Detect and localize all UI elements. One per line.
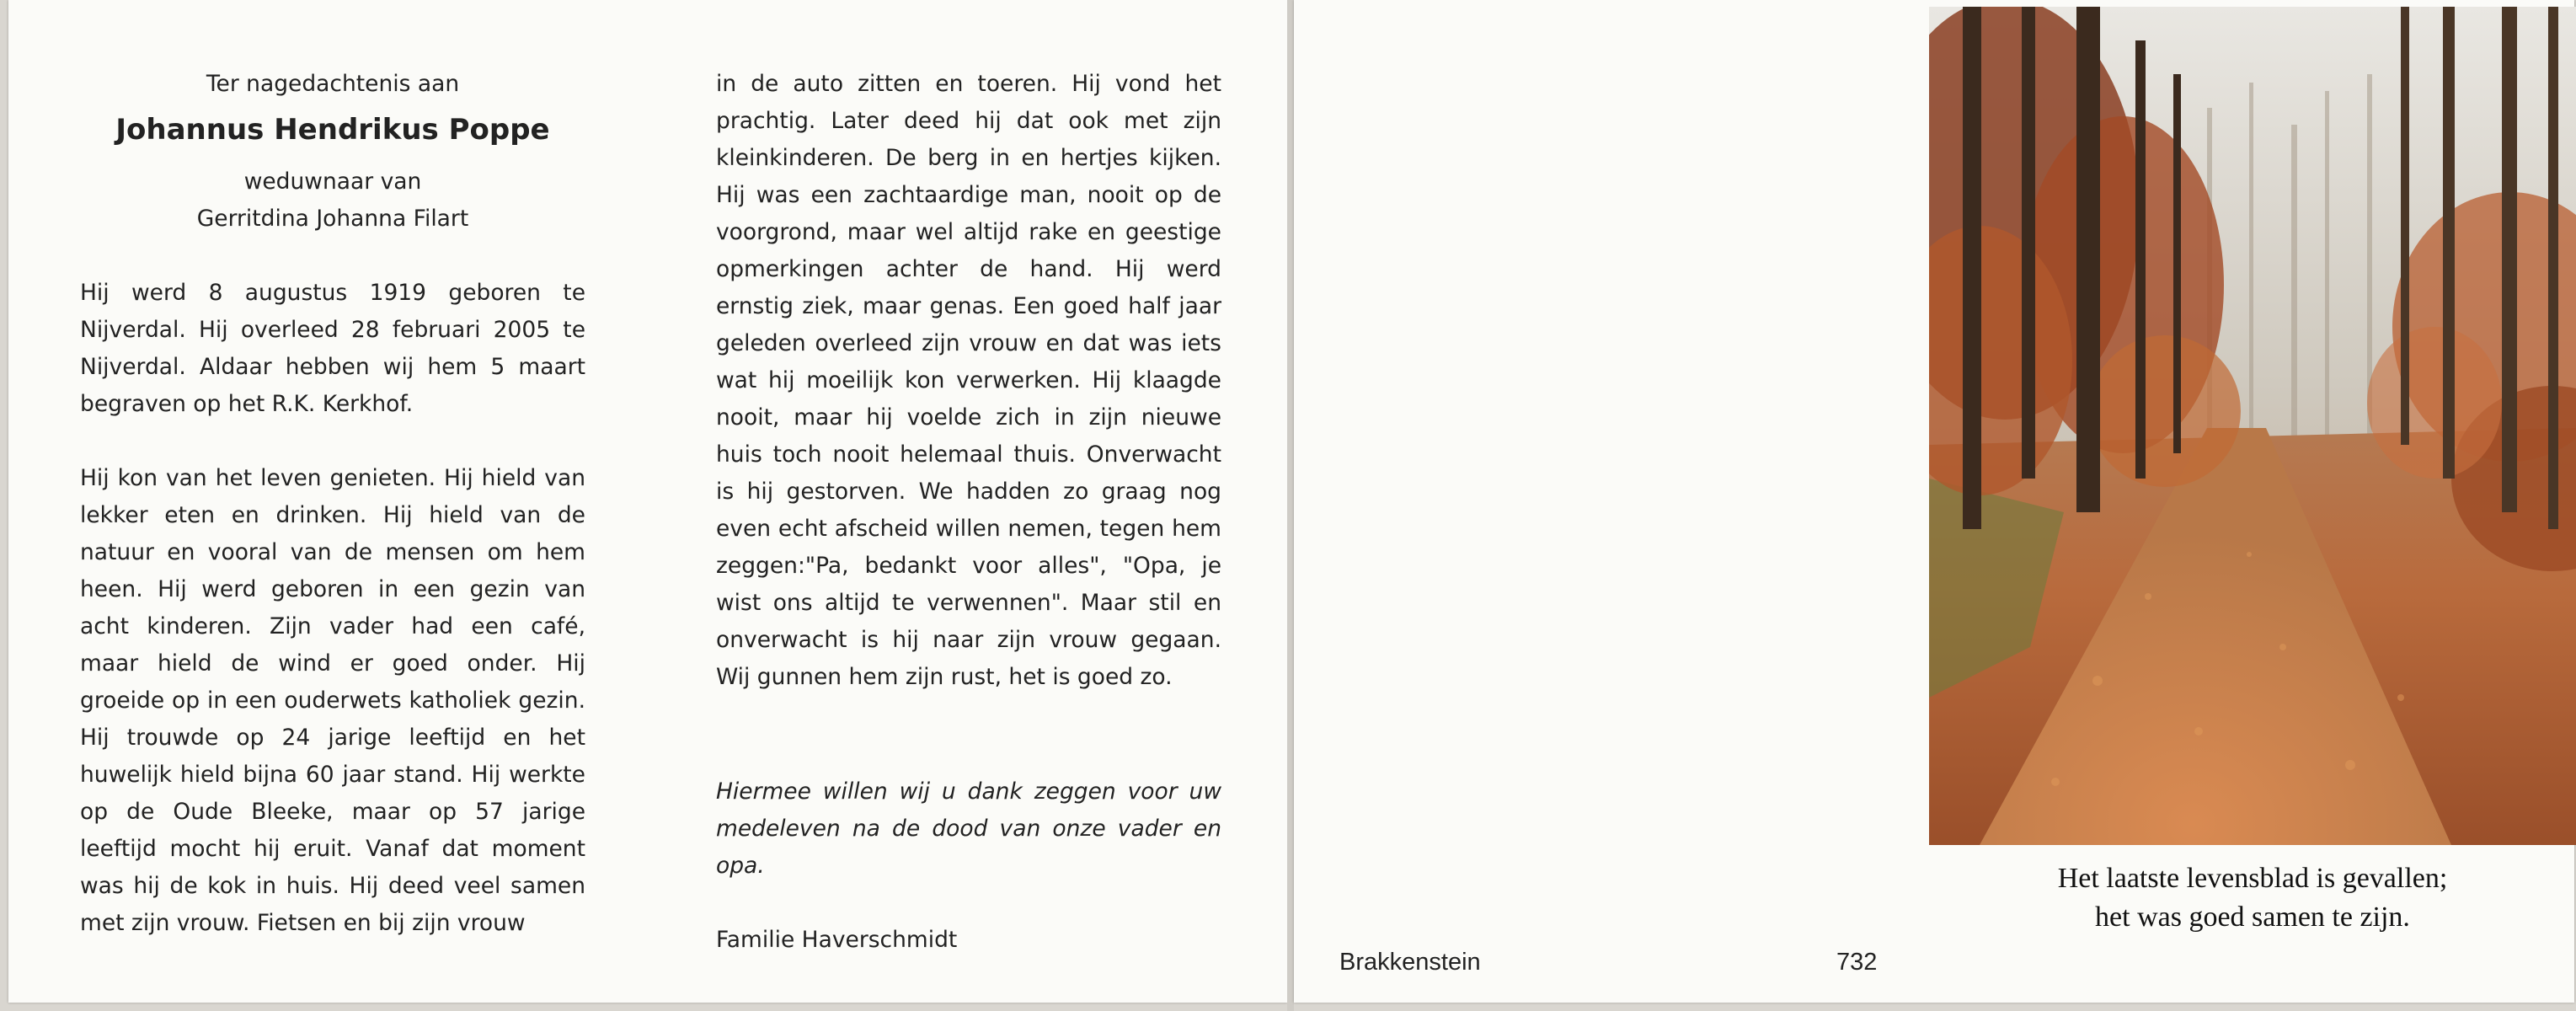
family-signature: Familie Haverschmidt xyxy=(716,927,958,953)
text-column-right xyxy=(716,66,1221,959)
biography-paragraph: Hij kon van het leven genieten. Hij hield van lekker eten en drinken. Hij hield van de natuur en vooral van de mensen om hem heen. Hij werd geboren in een gezin van acht kinderen. Zijn vader had een café, maar hield de wind er goed onder. Hij groeide op in een ouderwets katholiek gezin. Hij trouwde op 24 jarige leeftijd en het huwelijk hield bijna 60 jaar stand. Hij werkte op de Oude Bleeke, maar op 57 jarige leeftijd mocht hij eruit. Vanaf dat moment was hij de kok in huis. Hij deed veel samen met zijn vrouw. Fietsen en bij zijn vrouw xyxy=(80,465,585,936)
deceased-name: Johannus Hendrikus Poppe xyxy=(115,113,550,147)
publisher-name: Brakkenstein xyxy=(1339,949,1481,976)
caption-line-2: het was goed samen te zijn. xyxy=(2095,901,2410,933)
relation-line-2: Gerritdina Johanna Filart xyxy=(196,206,469,232)
autumn-forest-path-photo xyxy=(1929,7,2576,845)
card-fold xyxy=(1287,0,1294,1011)
biography-continued-paragraph: in de auto zitten en toeren. Hij vond het prachtig. Later deed hij dat ook met zijn kleinkinderen. De berg in en hertjes kijken. Hij was een zachtaardige man, nooit op de voorgrond, maar wel altijd rake en geestige opmerkingen achter de hand. Hij werd ernstig ziek, maar genas. Een goed half jaar geleden overleed zijn vrouw en dat was iets wat hij moeilijk kon verwerken. Hij klaagde nooit, maar hij voelde zich in zijn nieuwe huis toch nooit helemaal thuis. Onverwacht is hij gestorven. We hadden zo graag nog even echt afscheid willen nemen, tegen hem zeggen:"Pa, bedankt voor alles", "Opa, je wist ons altijd te verwennen". Maar stil en onverwacht is hij naar zijn vrouw gegaan. Wij gunnen hem zijn rust, het is goed zo. xyxy=(716,71,1221,690)
relation-line-1: weduwnaar van xyxy=(243,168,422,195)
photo-caption xyxy=(1929,859,2576,937)
thanks-paragraph: Hiermee willen wij u dank zeggen voor uw medeleven na de dood van onze vader en opa. xyxy=(716,778,1221,879)
caption-line-1: Het laatste levensblad is gevallen; xyxy=(2057,863,2448,894)
life-dates-paragraph: Hij werd 8 augustus 1919 geboren te Nijverdal. Hij overleed 28 februari 2005 te Nijverdal. Aldaar hebben wij hem 5 maart begraven op het R.K. Kerkhof. xyxy=(80,280,585,417)
text-column-left xyxy=(80,66,585,942)
card-number: 732 xyxy=(1836,949,1878,976)
intro-line: Ter nagedachtenis aan xyxy=(206,71,460,97)
